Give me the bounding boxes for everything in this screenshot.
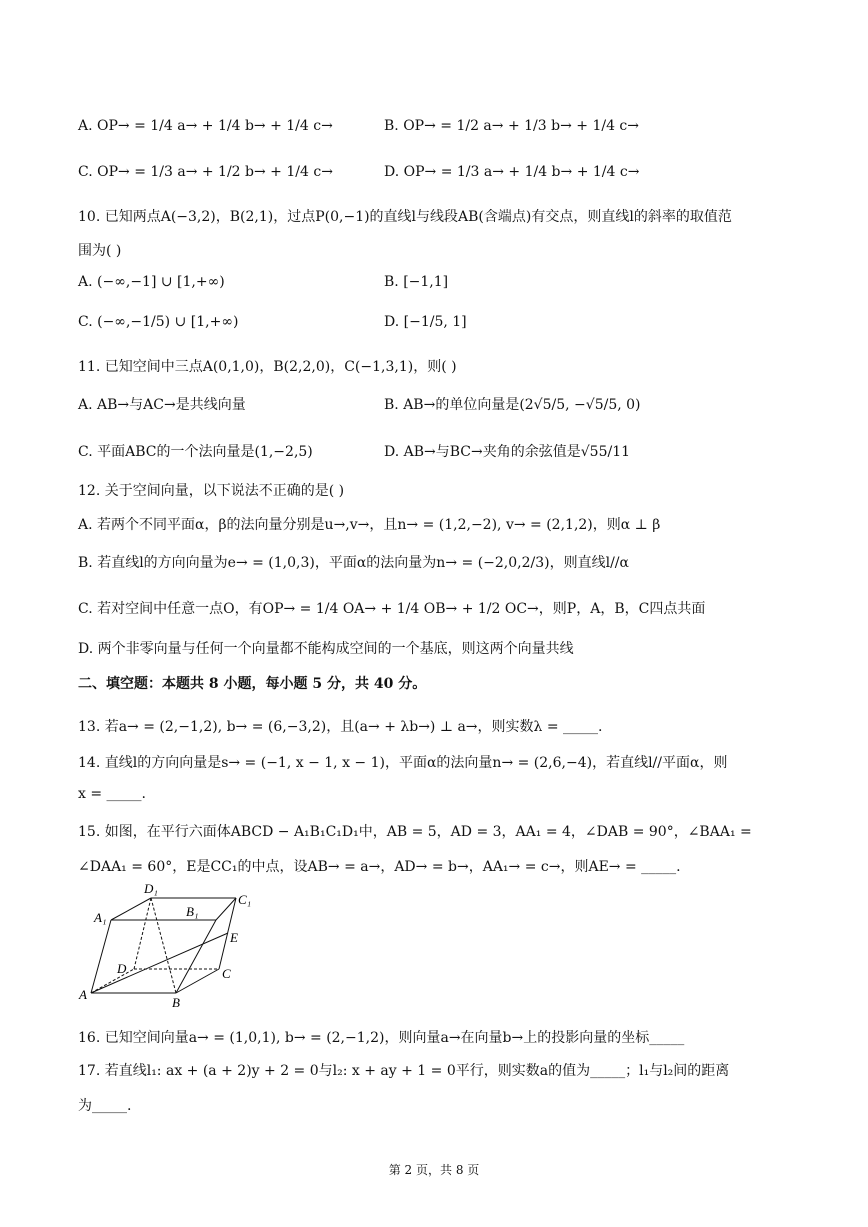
q11-option-a: A. AB→与AC→是共线向量 — [78, 397, 246, 413]
edge-a1-d1 — [111, 898, 151, 920]
q9-option-d: D. OP→ = 1/3 a→ + 1/4 b→ + 1/4 c→ — [384, 164, 640, 180]
label-b: B — [172, 995, 180, 1010]
q15-stem-line1: 15. 如图，在平行六面体ABCD − A₁B₁C₁D₁中，AB = 5，AD = 3，AA₁ = 4，∠DAB = 90°，∠BAA₁ = — [78, 824, 752, 840]
label-d: D — [117, 961, 127, 976]
q10-option-b: B. [−1,1] — [384, 274, 449, 290]
q10-stem-line2: 围为( ) — [78, 243, 122, 259]
page-footer: 第 2 页，共 8 页 — [388, 1163, 480, 1177]
hidden-edge-a-d — [91, 969, 134, 993]
q12-stem: 12. 关于空间向量，以下说法不正确的是( ) — [78, 483, 345, 499]
q16-stem: 16. 已知空间向量a→ = (1,0,1), b→ = (2,−1,2)，则向量a→在向量b→上的投影向量的坐标_____ — [78, 1030, 685, 1046]
q11-stem: 11. 已知空间中三点A(0,1,0)，B(2,2,0)，C(−1,3,1)，则( ) — [78, 359, 457, 375]
q10-option-c: C. (−∞,−1/5) ∪ [1,+∞) — [78, 314, 239, 330]
q14-stem-line2: x = _____. — [78, 786, 146, 802]
q12-option-b: B. 若直线l的方向向量为e→ = (1,0,3)，平面α的法向量为n→ = (−2,0,2/3)，则直线l//α — [78, 555, 629, 571]
segment-a-e — [91, 933, 228, 993]
label-c: C — [222, 966, 231, 981]
label-b1: B₁ — [186, 904, 199, 919]
q11-option-c: C. 平面ABC的一个法向量是(1,−2,5) — [78, 444, 313, 460]
label-a: A — [79, 987, 87, 1002]
q10-option-d: D. [−1/5, 1] — [384, 314, 467, 330]
q10-option-a: A. (−∞,−1] ∪ [1,+∞) — [78, 274, 225, 290]
label-a1: A₁ — [94, 910, 107, 925]
q17-stem-line2: 为_____. — [78, 1098, 132, 1114]
section-heading-fill-in: 二、填空题：本题共 8 小题，每小题 5 分，共 40 分。 — [78, 676, 427, 692]
q11-option-d: D. AB→与BC→夹角的余弦值是√55/11 — [384, 444, 631, 460]
q17-stem-line1: 17. 若直线l₁: ax + (a + 2)y + 2 = 0与l₂: x + ay + 1 = 0平行，则实数a的值为_____；l₁与l₂间的距离 — [78, 1063, 730, 1079]
label-d1: D₁ — [144, 881, 158, 896]
q10-stem-line1: 10. 已知两点A(−3,2)，B(2,1)，过点P(0,−1)的直线l与线段AB(含端点)有交点，则直线l的斜率的取值范 — [78, 209, 732, 225]
q11-option-b: B. AB→的单位向量是(2√5/5, −√5/5, 0) — [384, 397, 641, 413]
edge-a-a1 — [91, 920, 111, 993]
q14-stem-line1: 14. 直线l的方向向量是s→ = (−1, x − 1, x − 1)，平面α的法向量n→ = (2,6,−4)，若直线l//平面α，则 — [78, 755, 728, 771]
parallelepiped-figure — [76, 880, 276, 1010]
hidden-segment-d1-b — [151, 898, 176, 993]
label-c1: C₁ — [238, 892, 252, 907]
q12-option-d: D. 两个非零向量与任何一个向量都不能构成空间的一个基底，则这两个向量共线 — [78, 641, 574, 657]
q9-option-a: A. OP→ = 1/4 a→ + 1/4 b→ + 1/4 c→ — [78, 118, 333, 134]
hidden-edge-d-d1 — [134, 898, 151, 969]
q9-option-b: B. OP→ = 1/2 a→ + 1/3 b→ + 1/4 c→ — [384, 118, 639, 134]
q9-option-c: C. OP→ = 1/3 a→ + 1/2 b→ + 1/4 c→ — [78, 164, 333, 180]
label-e: E — [230, 930, 238, 945]
q12-option-a: A. 若两个不同平面α，β的法向量分别是u→,v→，且n→ = (1,2,−2), v→ = (2,1,2)，则α ⊥ β — [78, 517, 661, 533]
q15-stem-line2: ∠DAA₁ = 60°，E是CC₁的中点，设AB→ = a→，AD→ = b→，AA₁→ = c→，则AE→ = _____. — [78, 859, 681, 875]
q12-option-c: C. 若对空间中任意一点O，有OP→ = 1/4 OA→ + 1/4 OB→ + 1/2 OC→，则P，A，B，C四点共面 — [78, 601, 706, 617]
q13-stem: 13. 若a→ = (2,−1,2), b→ = (6,−3,2)，且(a→ + λb→) ⊥ a→，则实数λ = _____. — [78, 719, 603, 735]
